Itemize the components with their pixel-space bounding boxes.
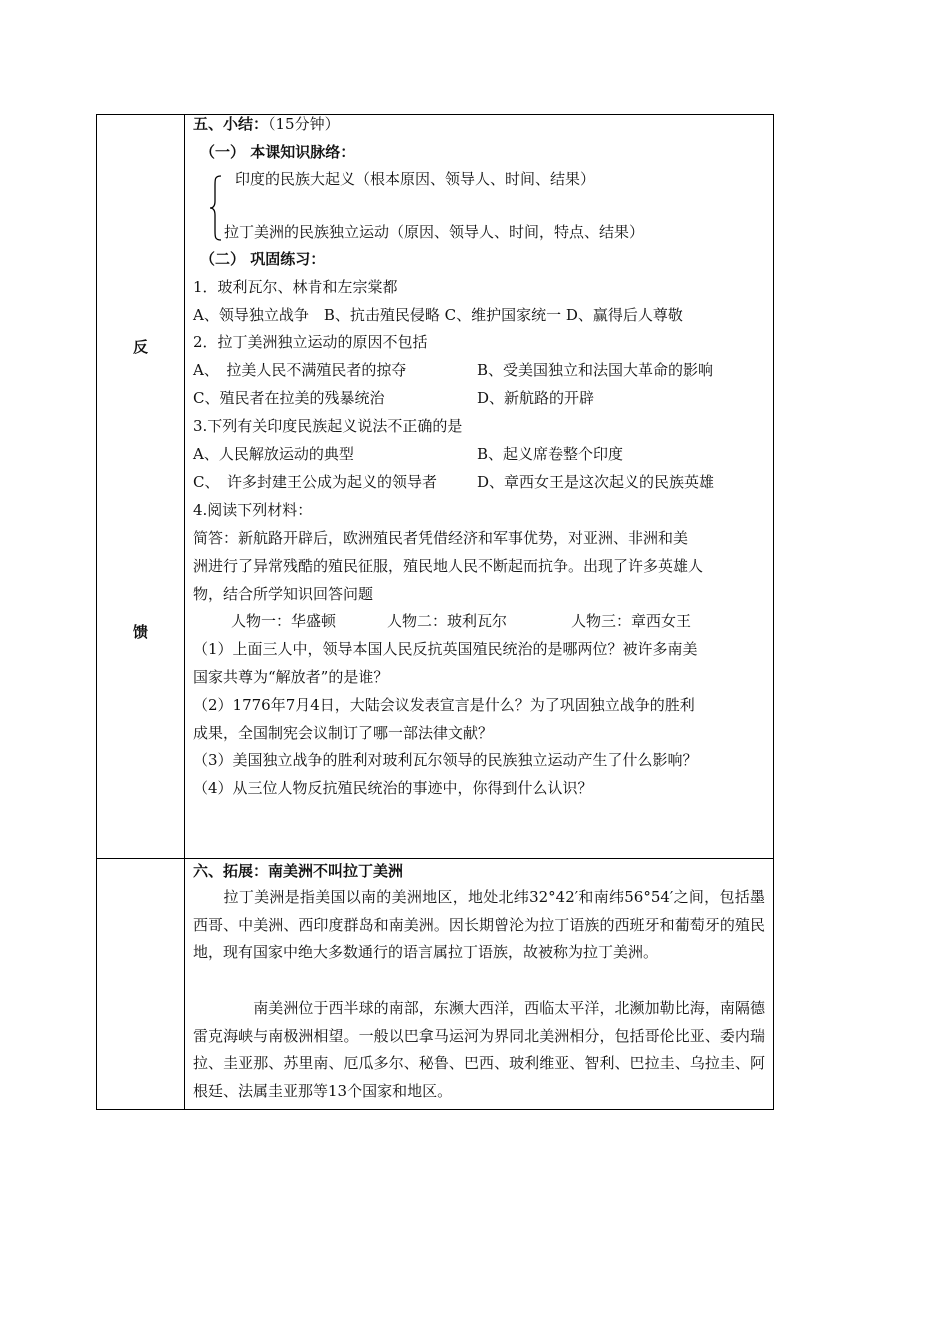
question-1-options: A、领导独立战争 B、抗击殖民侵略 C、维护国家统一 D、赢得后人尊敬 (193, 306, 683, 324)
question-3-option-b: B、起义席卷整个印度 (477, 445, 624, 463)
row-divider (97, 858, 773, 859)
person-two: 人物二：玻利瓦尔 (387, 612, 508, 630)
summary-part2-title: （二） 巩固练习： (200, 250, 326, 268)
sub-question-line: （4）从三位人物反抗殖民统治的事迹中，你得到什么认识？ (193, 779, 593, 797)
sub-question-line: （2）1776年7月4日，大陆会议发表宣言是什么？为了巩固独立战争的胜利 (193, 696, 695, 714)
outline-item-latin-america: 拉丁美洲的民族独立运动（原因、领导人、时间，特点、结果） (224, 223, 645, 241)
question-2-option-b: B、受美国独立和法国大革命的影响 (477, 361, 714, 379)
lesson-table (96, 114, 774, 1110)
question-2-option-a: A、 拉美人民不满殖民者的掠夺 (193, 361, 407, 379)
brace-icon (209, 175, 223, 241)
question-4: 4.阅读下列材料： (193, 501, 313, 519)
expansion-paragraph-2: 南美洲位于西半球的南部，东濒大西洋，西临太平洋，北濒加勒比海，南隔德雷克海峡与南极洲相望。一般以巴拿马运河为界同北美洲相分，包括哥伦比亚、委内瑞拉、圭亚那、苏里南、厄瓜多尔、秘鲁、巴西、玻利维亚、智利、巴拉圭、乌拉圭、阿根廷、法属圭亚那等13个国家和地区。 (193, 999, 765, 1100)
question-3-option-d: D、章西女王是这次起义的民族英雄 (477, 473, 715, 491)
expansion-heading: 六、拓展：南美洲不叫拉丁美洲 (193, 862, 404, 880)
material-line: 物，结合所学知识回答问题 (193, 585, 374, 603)
question-3-option-a: A、人民解放运动的典型 (193, 445, 354, 463)
question-3: 3.下列有关印度民族起义说法不正确的是 (193, 417, 463, 435)
question-2-option-c: C、殖民者在拉美的残暴统治 (193, 389, 385, 407)
material-line: 简答：新航路开辟后，欧洲殖民者凭借经济和军事优势，对亚洲、非洲和美 (193, 529, 689, 547)
person-one: 人物一：华盛顿 (231, 612, 337, 630)
summary-heading: 五、小结：（15分钟） (193, 115, 340, 133)
material-line: 洲进行了异常残酷的殖民征服，殖民地人民不断起而抗争。出现了许多英雄人 (193, 557, 704, 575)
person-three: 人物三：章西女王 (571, 612, 692, 630)
side-label-fan: 反 (132, 338, 148, 356)
side-label-kui: 馈 (132, 623, 148, 641)
question-1: 1．玻利瓦尔、林肯和左宗棠都 (193, 278, 398, 296)
sub-question-line: （1）上面三人中，领导本国人民反抗英国殖民统治的是哪两位？被许多南美 (193, 640, 698, 658)
sub-question-line: 成果，全国制宪会议制订了哪一部法律文献？ (193, 724, 494, 742)
question-3-option-c: C、 许多封建王公成为起义的领导者 (193, 473, 437, 491)
sub-question-line: （3）美国独立战争的胜利对玻利瓦尔领导的民族独立运动产生了什么影响？ (193, 751, 698, 769)
expansion-paragraph-1: 拉丁美洲是指美国以南的美洲地区，地处北纬32°42′和南纬56°54′之间，包括墨西哥、中美洲、西印度群岛和南美洲。因长期曾沦为拉丁语族的西班牙和葡萄牙的殖民地，现有国家中绝大多数通行的语言属拉丁语族，故被称为拉丁美洲。 (193, 888, 765, 961)
outline-item-india: 印度的民族大起义（根本原因、领导人、时间、结果） (235, 170, 596, 188)
question-2-option-d: D、新航路的开辟 (477, 389, 595, 407)
summary-part1-title: （一） 本课知识脉络： (200, 143, 356, 161)
sub-question-line: 国家共尊为“解放者”的是谁？ (193, 668, 389, 686)
column-divider (184, 115, 185, 1109)
question-2: 2．拉丁美洲独立运动的原因不包括 (193, 333, 428, 351)
